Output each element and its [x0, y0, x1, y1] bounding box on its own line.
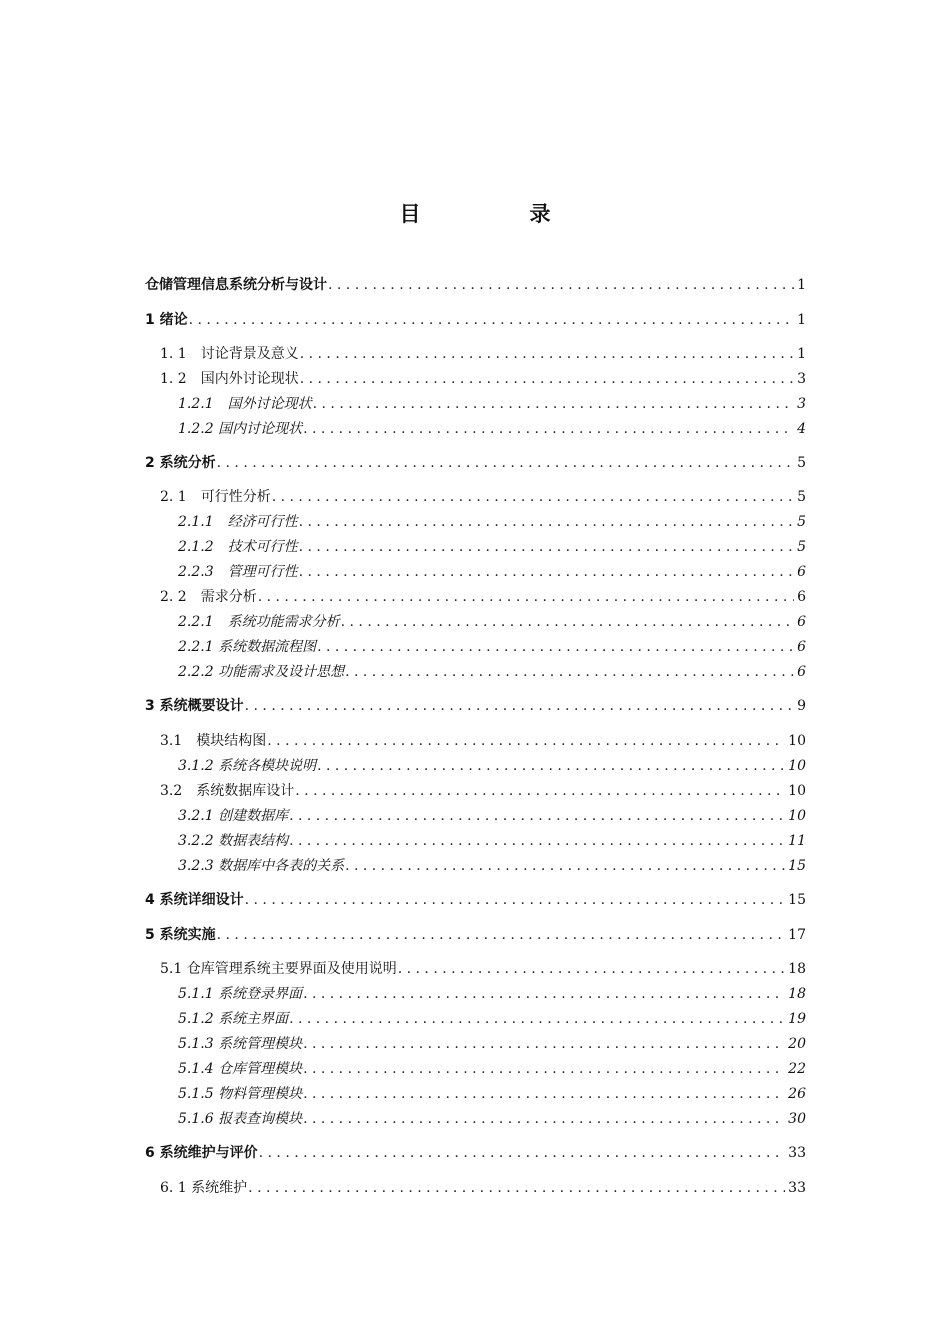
toc-dot-leader [328, 276, 794, 294]
toc-entry-title: 1 绪论 [145, 312, 188, 328]
toc-dot-leader [289, 1010, 785, 1028]
toc-dot-leader [300, 370, 794, 388]
toc-entry[interactable] [178, 857, 806, 875]
toc-entry[interactable] [145, 697, 806, 715]
toc-page-number: 10 [788, 733, 806, 749]
toc-page-number: 5 [797, 455, 806, 471]
toc-dot-leader [267, 732, 785, 750]
toc-dot-leader [345, 663, 794, 681]
toc-dot-leader [303, 1035, 785, 1053]
toc-entry-title: 2.1.2 技术可行性 [178, 539, 298, 555]
toc-entry[interactable] [178, 757, 806, 775]
toc-entry[interactable] [160, 732, 806, 750]
toc-entry-title: 3.2.3 数据库中各表的关系 [178, 858, 345, 874]
toc-entry-title: 5.1.5 物料管理模块 [178, 1086, 303, 1102]
toc-entry-title: 1.2.1 国外讨论现状 [178, 396, 312, 412]
toc-page-number: 33 [788, 1145, 806, 1161]
toc-entry[interactable] [178, 1010, 806, 1028]
toc-entry[interactable] [178, 420, 806, 438]
toc-entry-title: 1. 2 国内外讨论现状 [160, 371, 299, 387]
toc-entry-title: 5 系统实施 [145, 927, 216, 943]
toc-page-number: 20 [788, 1036, 806, 1052]
toc-entry-title: 2.2.3 管理可行性 [178, 564, 298, 580]
toc-dot-leader [303, 1060, 785, 1078]
toc-dot-leader [345, 857, 785, 875]
toc-entry-title: 5.1 仓库管理系统主要界面及使用说明 [160, 961, 397, 977]
toc-entry[interactable] [160, 488, 806, 506]
toc-entry[interactable] [178, 1110, 806, 1128]
toc-page-number: 5 [797, 539, 806, 555]
toc-page-number: 1 [797, 346, 806, 362]
toc-dot-leader [245, 891, 786, 909]
toc-entry-title: 3.2.1 创建数据库 [178, 808, 289, 824]
toc-page-number: 6 [797, 664, 806, 680]
toc-page-number: 1 [797, 277, 806, 293]
toc-entry-title: 5.1.2 系统主界面 [178, 1011, 289, 1027]
toc-entry[interactable] [160, 782, 806, 800]
toc-entry[interactable] [160, 588, 806, 606]
toc-dot-leader [299, 563, 794, 581]
toc-entry[interactable] [178, 1035, 806, 1053]
toc-dot-leader [248, 1179, 785, 1197]
toc-entry[interactable] [160, 960, 806, 978]
toc-page-number: 6 [797, 589, 806, 605]
toc-entry-title: 5.1.3 系统管理模块 [178, 1036, 303, 1052]
toc-dot-leader [189, 311, 794, 329]
toc-dot-leader [317, 757, 785, 775]
toc-page-number: 17 [788, 927, 806, 943]
toc-entry-title: 6. 1 系统维护 [160, 1180, 248, 1196]
toc-dot-leader [289, 807, 785, 825]
toc-page-number: 22 [788, 1061, 806, 1077]
toc-entry-title: 2. 1 可行性分析 [160, 489, 271, 505]
toc-entry[interactable] [145, 926, 806, 944]
toc-entry-title: 2.2.1 系统数据流程图 [178, 639, 317, 655]
toc-entry-title: 2 系统分析 [145, 455, 216, 471]
toc-entry-title: 3 系统概要设计 [145, 698, 244, 714]
toc-dot-leader [303, 1085, 785, 1103]
toc-dot-leader [398, 960, 785, 978]
toc-entry-title: 3.1 模块结构图 [160, 733, 267, 749]
toc-entry-title: 3.2 系统数据库设计 [160, 783, 295, 799]
toc-dot-leader [258, 588, 794, 606]
toc-entry[interactable] [178, 832, 806, 850]
toc-entry-title: 6 系统维护与评价 [145, 1145, 258, 1161]
toc-entry[interactable] [145, 276, 806, 294]
toc-entry[interactable] [178, 1085, 806, 1103]
toc-dot-leader [272, 488, 794, 506]
toc-dot-leader [299, 538, 794, 556]
toc-dot-leader [317, 638, 794, 656]
toc-dot-leader [303, 420, 794, 438]
toc-page-number: 18 [788, 986, 806, 1002]
toc-entry-title: 4 系统详细设计 [145, 892, 244, 908]
toc-page-number: 4 [797, 421, 806, 437]
toc-page-number: 6 [797, 639, 806, 655]
toc-page-number: 9 [797, 698, 806, 714]
toc-dot-leader [217, 926, 786, 944]
toc-page-number: 6 [797, 614, 806, 630]
toc-dot-leader [303, 1110, 785, 1128]
toc-entry-title: 2.2.2 功能需求及设计思想 [178, 664, 345, 680]
toc-dot-leader [303, 985, 785, 1003]
toc-entry[interactable] [178, 563, 806, 581]
toc-entry-title: 5.1.1 系统登录界面 [178, 986, 303, 1002]
toc-page-number: 5 [797, 514, 806, 530]
toc-entry-title: 5.1.4 仓库管理模块 [178, 1061, 303, 1077]
toc-entry[interactable] [178, 538, 806, 556]
toc-page-number: 3 [797, 396, 806, 412]
toc-entry-title: 1. 1 讨论背景及意义 [160, 346, 299, 362]
toc-entry[interactable] [178, 1060, 806, 1078]
toc-dot-leader [295, 782, 785, 800]
toc-page-number: 6 [797, 564, 806, 580]
toc-page-number: 5 [797, 489, 806, 505]
toc-entry[interactable] [178, 638, 806, 656]
page-title: 目 录 [399, 202, 595, 226]
toc-entry[interactable] [178, 513, 806, 531]
toc-page-number: 30 [788, 1111, 806, 1127]
toc-dot-leader [217, 454, 794, 472]
toc-page-number: 10 [788, 808, 806, 824]
toc-page-number: 18 [788, 961, 806, 977]
toc-entry[interactable] [178, 985, 806, 1003]
toc-dot-leader [289, 832, 785, 850]
toc-entry[interactable] [145, 311, 806, 329]
toc-entry-title: 1.2.2 国内讨论现状 [178, 421, 303, 437]
toc-entry-title: 3.2.2 数据表结构 [178, 833, 289, 849]
toc-page-number: 3 [797, 371, 806, 387]
toc-entry[interactable] [178, 395, 806, 413]
toc-page-number: 10 [788, 758, 806, 774]
toc-dot-leader [245, 697, 794, 715]
toc-dot-leader [300, 345, 794, 363]
toc-page-number: 26 [788, 1086, 806, 1102]
toc-entry[interactable] [178, 613, 806, 631]
toc-entry[interactable] [160, 345, 806, 363]
toc-entry[interactable] [178, 663, 806, 681]
toc-entry-title: 3.1.2 系统各模块说明 [178, 758, 317, 774]
toc-entry-title: 仓储管理信息系统分析与设计 [145, 277, 327, 293]
toc-dot-leader [259, 1144, 786, 1162]
toc-entry[interactable] [145, 1144, 806, 1162]
toc-entry[interactable] [160, 1179, 806, 1197]
toc-entry-title: 2.2.1 系统功能需求分析 [178, 614, 340, 630]
toc-dot-leader [299, 513, 794, 531]
toc-dot-leader [341, 613, 794, 631]
toc-entry-title: 2.1.1 经济可行性 [178, 514, 298, 530]
toc-entry[interactable] [145, 891, 806, 909]
toc-entry-title: 2. 2 需求分析 [160, 589, 257, 605]
toc-page-number: 19 [788, 1011, 806, 1027]
toc-page-number: 10 [788, 783, 806, 799]
toc-page-number: 1 [797, 312, 806, 328]
toc-entry[interactable] [145, 454, 806, 472]
toc-dot-leader [313, 395, 794, 413]
toc-page-number: 33 [788, 1180, 806, 1196]
toc-page-number: 15 [788, 858, 806, 874]
toc-entry[interactable] [160, 370, 806, 388]
toc-page-number: 11 [788, 833, 806, 849]
toc-entry-title: 5.1.6 报表查询模块 [178, 1111, 303, 1127]
toc-page-number: 15 [788, 892, 806, 908]
toc-entry[interactable] [178, 807, 806, 825]
